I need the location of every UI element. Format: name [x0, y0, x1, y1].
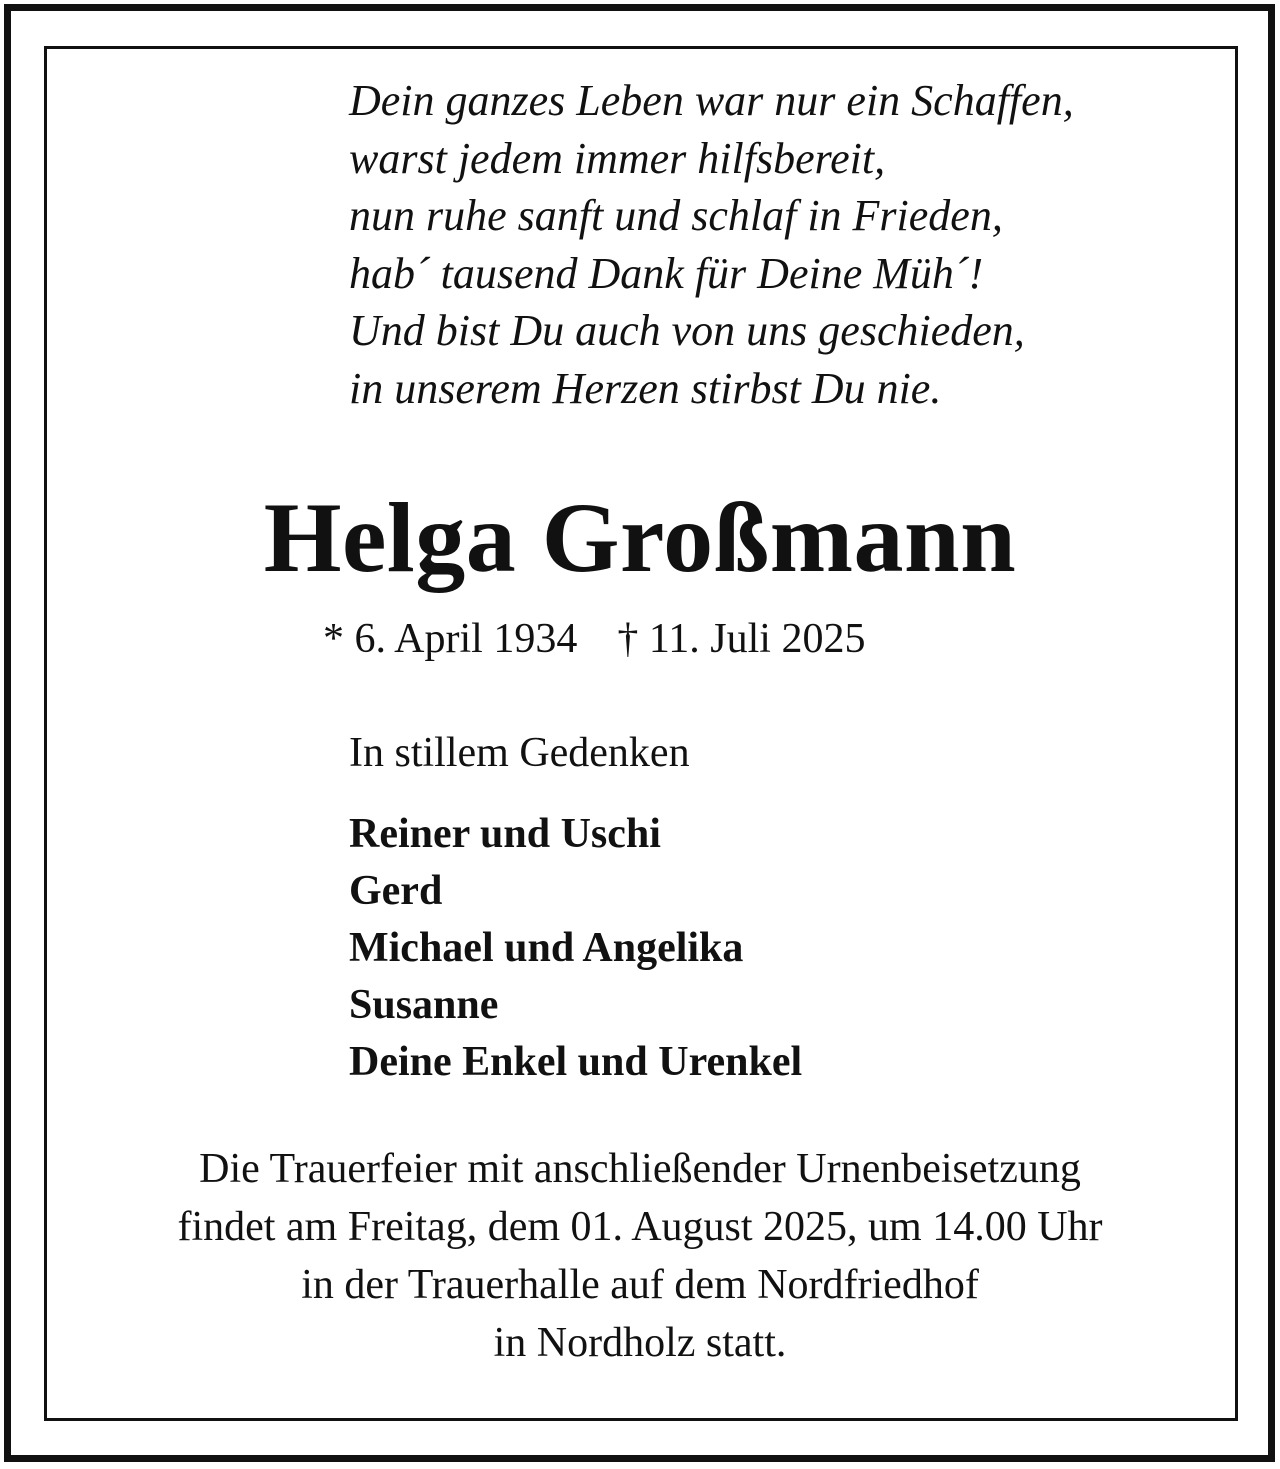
service-line: in der Trauerhalle auf dem Nordfriedhof — [301, 1262, 979, 1308]
poem — [349, 72, 1229, 418]
funeral-service-notice — [0, 1140, 1280, 1372]
poem-line: nun ruhe sanft und schlaf in Frieden, — [349, 191, 1003, 241]
birth-date: * 6. April 1934 — [323, 616, 578, 662]
service-line: findet am Freitag, dem 01. August 2025, um 14.00 Uhr — [177, 1204, 1103, 1250]
life-dates — [323, 612, 865, 666]
mourner: Susanne — [349, 982, 499, 1028]
poem-line: warst jedem immer hilfsbereit, — [349, 133, 886, 183]
poem-line: hab´ tausend Dank für Deine Müh´! — [349, 248, 984, 298]
service-line: in Nordholz statt. — [493, 1320, 787, 1366]
mourner: Gerd — [349, 868, 443, 914]
mourners-list — [349, 806, 802, 1091]
mourner: Reiner und Uschi — [349, 811, 661, 857]
poem-line: in unserem Herzen stirbst Du nie. — [349, 363, 942, 413]
poem-line: Und bist Du auch von uns geschieden, — [349, 306, 1025, 356]
death-date: † 11. Juli 2025 — [617, 616, 866, 662]
mourning-intro: In stillem Gedenken — [349, 730, 690, 776]
poem-line: Dein ganzes Leben war nur ein Schaffen, — [349, 76, 1074, 125]
deceased-name: Helga Großmann — [263, 482, 1017, 593]
service-line: Die Trauerfeier mit anschließender Urnenbeisetzung — [199, 1146, 1081, 1192]
mourner: Michael und Angelika — [349, 925, 744, 971]
mourner: Deine Enkel und Urenkel — [349, 1039, 803, 1085]
